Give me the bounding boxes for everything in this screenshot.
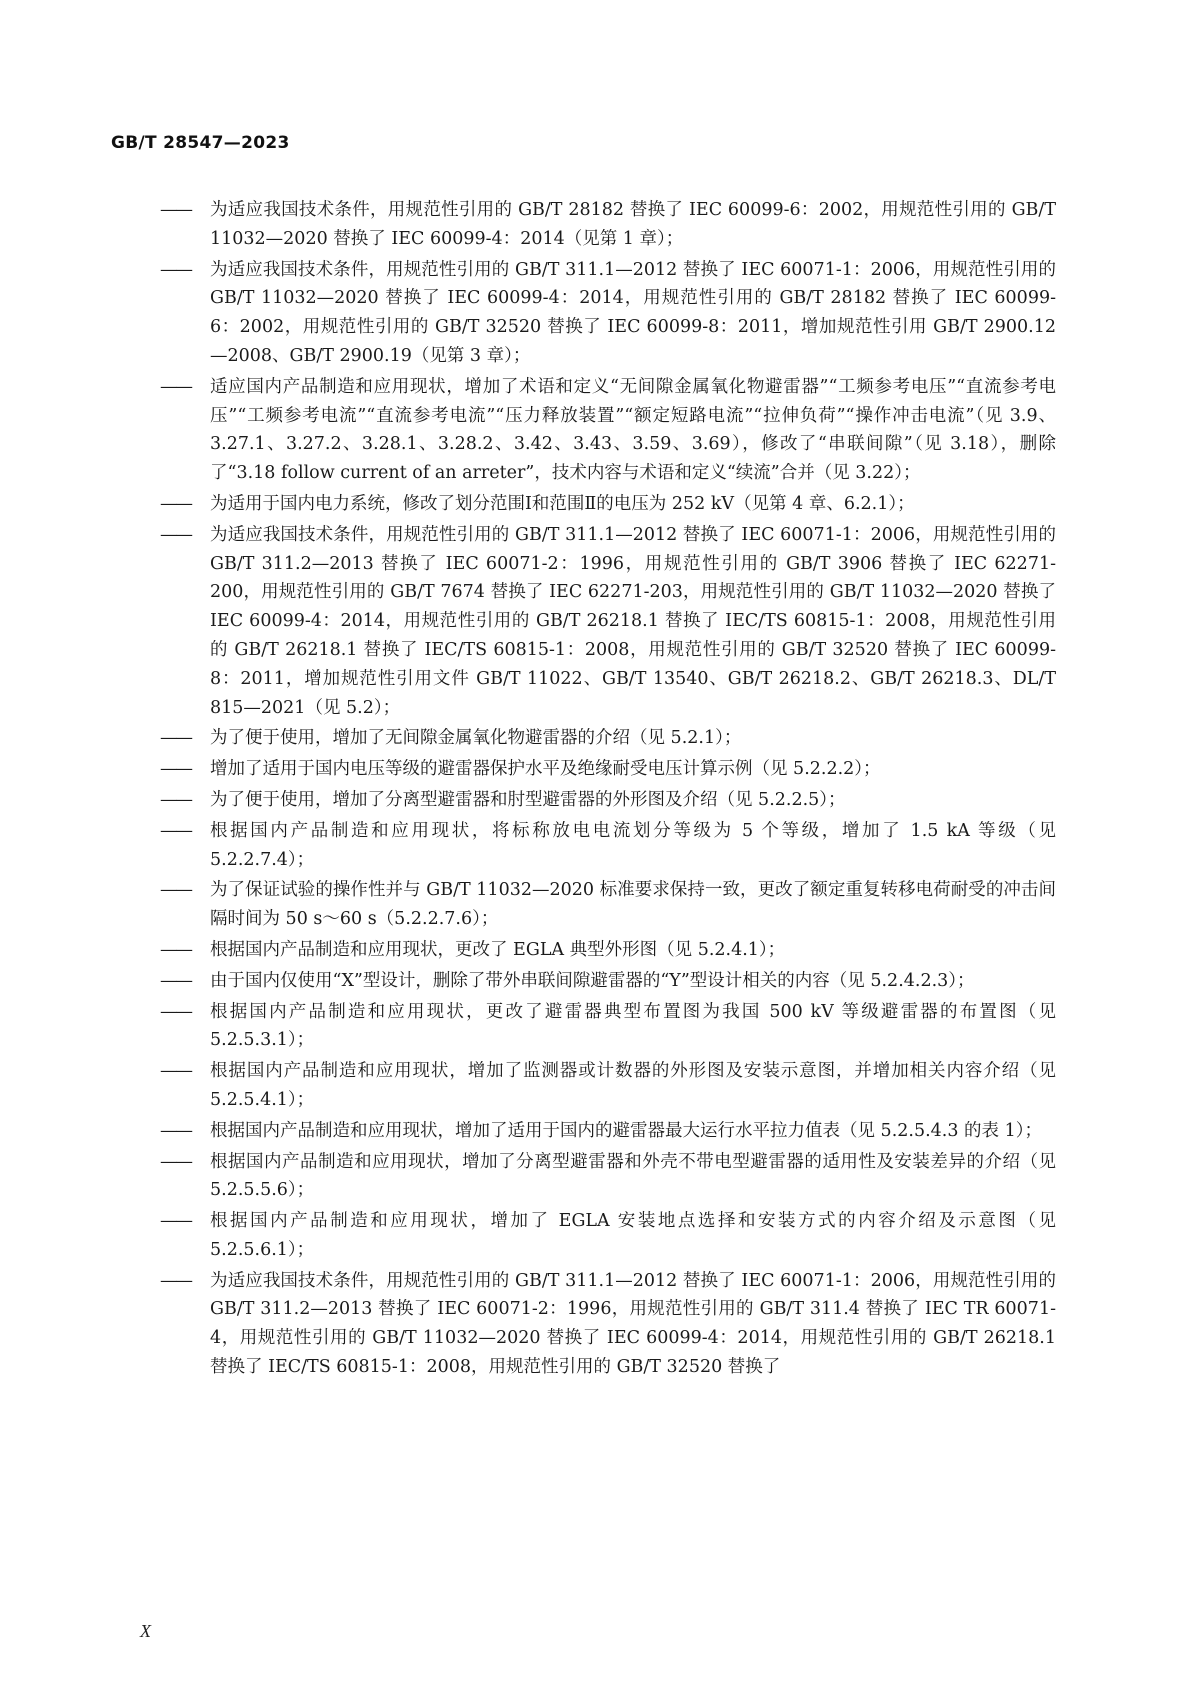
list-item [160,936,1056,965]
dash-marker: —— [160,493,191,514]
list-item-text: 根据国内产品制造和应用现状，更改了避雷器典型布置图为我国 500 kV 等级避雷器的布置图（见 5.2.5.3.1）； [210,1001,1056,1051]
list-item [160,998,1056,1056]
list-item [160,521,1056,723]
list-item [160,1057,1056,1115]
dash-marker: —— [160,1061,191,1082]
list-item [160,1207,1056,1265]
list-item [160,755,1056,784]
list-item [160,373,1056,488]
list-item [160,256,1056,371]
list-item-text: 为了便于使用，增加了无间隙金属氧化物避雷器的介绍（见 5.2.1）； [210,728,742,749]
dash-marker: —— [160,1151,191,1172]
list-item [160,1117,1056,1146]
list-item-text: 为适应我国技术条件，用规范性引用的 GB/T 311.1—2012 替换了 IEC 60071-1：2006，用规范性引用的 GB/T 311.2—2013 替换了 IEC 60071-2：1996，用规范性引用的 GB/T 3906 替换了 IEC 62271-200，用规范性引用的 GB/T 7674 替换了 IEC 62271-203，用规范性引用的 GB/T 11032—2020 替换了 IEC 60099-4：2014，用规范性引用的 GB/T 26218.1 替换了 IEC/TS 60815-1：2008，用规范性引用的 GB/T 26218.1 替换了 IEC/TS 60815-1：2008，用规范性引用的 GB/T 32520 替换了 IEC 60099-8：2011，增加规范性引用文件 GB/T 11022、GB/T 13540、GB/T 26218.2、GB/T 26218.3、DL/T 815—2021（见 5.2）； [210,524,1056,718]
list-item [160,490,1056,519]
list-item [160,724,1056,753]
list-item-text: 增加了适用于国内电压等级的避雷器保护水平及绝缘耐受电压计算示例（见 5.2.2.2）； [210,759,881,780]
dash-marker: —— [160,789,191,810]
list-item-text: 为适应我国技术条件，用规范性引用的 GB/T 28182 替换了 IEC 60099-6：2002，用规范性引用的 GB/T 11032—2020 替换了 IEC 60099-4：2014（见第 1 章）； [210,200,1056,249]
list-item-text: 根据国内产品制造和应用现状，增加了适用于国内的避雷器最大运行水平拉力值表（见 5.2.5.4.3 的表 1）； [210,1120,1042,1141]
list-item-text: 为了便于使用，增加了分离型避雷器和肘型避雷器的外形图及介绍（见 5.2.2.5）； [210,789,846,810]
list-item-text: 为适应我国技术条件，用规范性引用的 GB/T 311.1—2012 替换了 IEC 60071-1：2006，用规范性引用的 GB/T 11032—2020 替换了 IEC 60099-4：2014，用规范性引用的 GB/T 28182 替换了 IEC 60099-6：2002，用规范性引用的 GB/T 32520 替换了 IEC 60099-8：2011，增加规范性引用 GB/T 2900.12—2008、GB/T 2900.19（见第 3 章）； [210,259,1056,366]
list-item-text: 根据国内产品制造和应用现状，增加了 EGLA 安装地点选择和安装方式的内容介绍及示意图（见 5.2.5.6.1）； [210,1211,1056,1260]
list-item-text: 由于国内仅使用“X”型设计，删除了带外串联间隙避雷器的“Y”型设计相关的内容（见 5.2.4.2.3）； [210,970,975,991]
dash-marker: —— [160,939,191,960]
standard-number: GB/T 28547—2023 [111,133,290,153]
dash-marker: —— [160,728,191,749]
list-item-text: 根据国内产品制造和应用现状，增加了分离型避雷器和外壳不带电型避雷器的适用性及安装差异的介绍（见 5.2.5.5.6）； [210,1151,1056,1201]
dash-marker: —— [160,524,191,545]
list-item [160,196,1056,254]
list-item-text: 根据国内产品制造和应用现状，将标称放电电流划分等级为 5 个等级，增加了 1.5 kA 等级（见 5.2.2.7.4）； [210,820,1056,870]
list-item-text: 根据国内产品制造和应用现状，更改了 EGLA 典型外形图（见 5.2.4.1）； [210,939,786,960]
page-number: X [140,1621,151,1641]
list-item [160,817,1056,875]
list-item-text: 为了保证试验的操作性并与 GB/T 11032—2020 标准要求保持一致，更改了额定重复转移电荷耐受的冲击间隔时间为 50 s～60 s（5.2.2.7.6）； [210,880,1056,930]
list-item-text: 根据国内产品制造和应用现状，增加了监测器或计数器的外形图及安装示意图，并增加相关内容介绍（见 5.2.5.4.1）； [210,1061,1056,1110]
dash-marker: —— [160,259,191,280]
dash-marker: —— [160,970,191,991]
change-list [160,196,1056,1384]
dash-marker: —— [160,1270,191,1291]
list-item [160,876,1056,934]
list-item-text: 适应国内产品制造和应用现状，增加了术语和定义“无间隙金属氧化物避雷器”“工频参考电压”“直流参考电压”“工频参考电流”“直流参考电流”“压力释放装置”“额定短路电流”“拉伸负荷”“操作冲击电流”（见 3.9、3.27.1、3.27.2、3.28.1、3.28.2、3.42、3.43、3.59、3.69），修改了“串联间隙”（见 3.18），删除了“3.18 follow current of an arreter”，技术内容与术语和定义“续流”合并（见 3.22）； [210,376,1056,484]
dash-marker: —— [160,376,191,397]
dash-marker: —— [160,820,191,841]
dash-marker: —— [160,200,191,220]
list-item [160,967,1056,996]
dash-marker: —— [160,1120,191,1141]
list-item [160,786,1056,815]
dash-marker: —— [160,880,191,901]
list-item [160,1148,1056,1206]
list-item-text: 为适用于国内电力系统，修改了划分范围Ⅰ和范围Ⅱ的电压为 252 kV（见第 4 章、6.2.1）； [210,493,915,514]
dash-marker: —— [160,1211,191,1232]
list-item-text: 为适应我国技术条件，用规范性引用的 GB/T 311.1—2012 替换了 IEC 60071-1：2006，用规范性引用的 GB/T 311.2—2013 替换了 IEC 60071-2：1996，用规范性引用的 GB/T 311.4 替换了 IEC TR 60071-4，用规范性引用的 GB/T 11032—2020 替换了 IEC 60099-4：2014，用规范性引用的 GB/T 26218.1 替换了 IEC/TS 60815-1：2008，用规范性引用的 GB/T 32520 替换了 [210,1270,1056,1378]
dash-marker: —— [160,1001,191,1022]
list-item [160,1267,1056,1382]
dash-marker: —— [160,759,191,780]
